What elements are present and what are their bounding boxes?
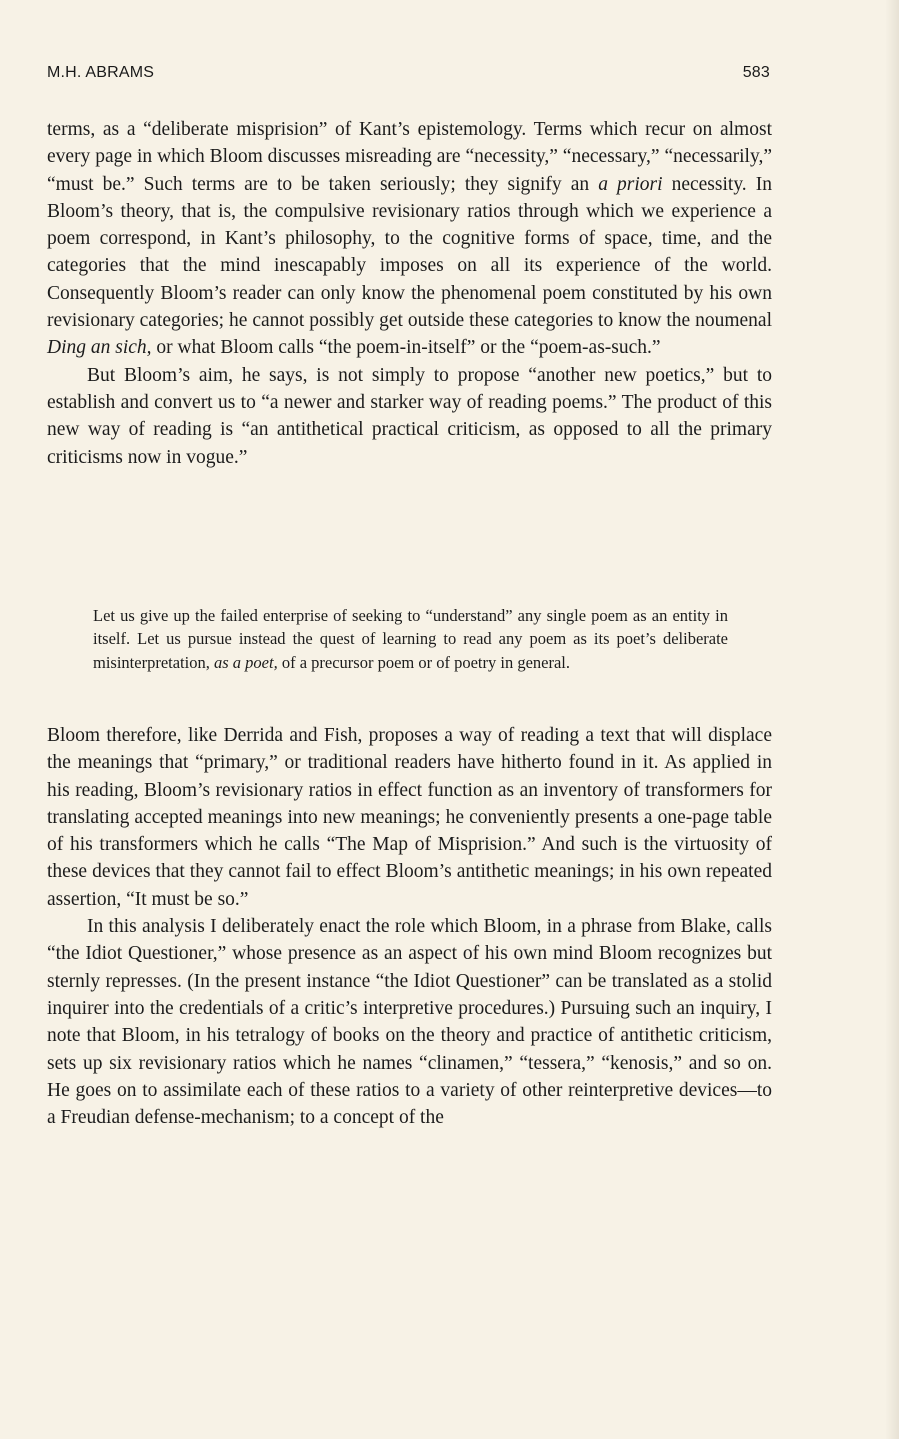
block-quotation — [93, 604, 728, 674]
italic-phrase: a priori — [598, 173, 663, 195]
body-text-lower — [47, 722, 772, 1131]
quotation-text — [93, 604, 728, 674]
page-number: 583 — [742, 64, 770, 81]
paragraph-text: or what Bloom calls “the poem-in-itself” or the “poem-as-such.” — [151, 337, 661, 359]
paragraph-derrida-fish: Bloom therefore, like Derrida and Fish, proposes a way of reading a text that will displace the meanings that “primary,” or traditional readers have hitherto found in it. As applied in his reading, Bloom’s revisionary ratios in effect function as an inventory of transformers for translating accepted meanings into new meanings; he conveniently presents a one-page table of his transformers which he calls “The Map of Misprision.” And such is the virtuosity of these devices that they cannot fail to effect Bloom’s antithetic meanings; in his own repeated assertion, “It must be so.” — [47, 725, 772, 910]
paragraph-text: terms, as a “deliberate misprision” of Kant’s epistemology. Terms which recur on almost every page in which Bloom discusses misreading are “necessity,” “necessary,” “necessarily,” “must be.” Such terms are to be taken seriously; they signify an — [47, 119, 772, 195]
paragraph-text: necessity. In Bloom’s theory, that is, the compulsive revisionary ratios through which we experience a poem correspond, in Kant’s philosophy, to the cognitive forms of space, time, and the categories that the mind inescapably imposes on all its experience of the world. Consequently Bloom’s reader can only know the phenomenal poem constituted by his own revisionary categories; he cannot possibly get outside these categories to know the noumenal — [47, 173, 772, 332]
italic-phrase: as a poet, — [213, 652, 278, 672]
paragraph-blooms-aim: But Bloom’s aim, he says, is not simply to propose “another new poetics,” but to establish and convert us to “a newer and starker way of reading poems.” The product of this new way of reading is “an antithetical practical criticism, as opposed to all the primary criticisms now in vogue.” — [47, 364, 772, 468]
running-header — [47, 64, 770, 86]
paragraph-idiot-questioner: In this analysis I deliberately enact the role which Bloom, in a phrase from Blake, calls “the Idiot Questioner,” whose presence as an aspect of his own mind Bloom recognizes but sternly represses. (In the present instance “the Idiot Questioner” can be translated as a stolid inquirer into the credentials of a critic’s interpretive procedures.) Pursuing such an inquiry, I note that Bloom, in his tetralogy of books on the theory and practice of antithetic criticism, sets up six revisionary ratios which he names “clinamen,” “tessera,” “kenosis,” and so on. He goes on to assimilate each of these ratios to a variety of other reinterpretive devices—to a Freudian defense-mechanism; to a concept of the — [47, 916, 772, 1129]
page-gutter-shadow — [885, 0, 899, 1439]
italic-phrase: Ding an sich, — [47, 337, 152, 359]
body-text-upper — [47, 116, 772, 471]
quotation-part: of a precursor poem or of poetry in general. — [277, 652, 571, 672]
paragraph-kant-epistemology — [47, 116, 772, 362]
running-head-author: M.H. ABRAMS — [47, 64, 155, 81]
quotation-part: Let us give up the failed enterprise of seeking to “understand” any single poem as an entity in itself. Let us pursue instead the quest of learning to read any poem as its poet’s deliberate misinterpretation, — [93, 606, 728, 672]
